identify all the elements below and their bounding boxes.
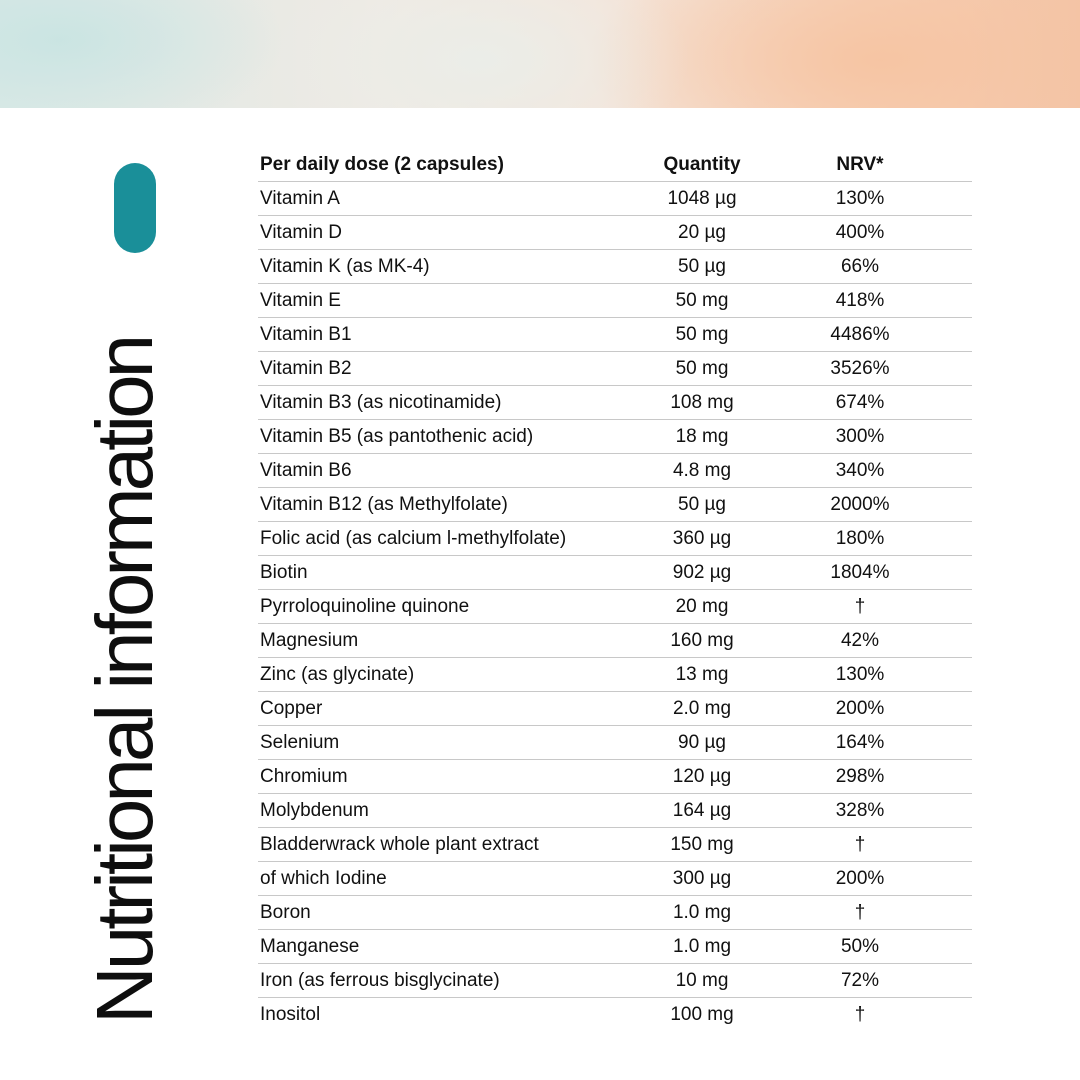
- nutrient-name: Vitamin K (as MK-4): [260, 255, 430, 277]
- nutrient-quantity: 10 mg: [675, 969, 729, 991]
- table-row: [258, 862, 972, 896]
- nutrient-name: Vitamin B5 (as pantothenic acid): [260, 425, 534, 447]
- nutrient-name: Copper: [260, 697, 323, 719]
- column-header-dose: Per daily dose (2 capsules): [260, 153, 504, 175]
- table-row: [258, 964, 972, 998]
- nutrient-quantity: 1.0 mg: [672, 935, 732, 957]
- nutrient-name: Chromium: [260, 765, 348, 787]
- nutrient-name: Vitamin B2: [260, 357, 352, 379]
- nutrient-quantity: 50 µg: [678, 493, 726, 515]
- nutrient-nrv: 200%: [835, 697, 885, 719]
- nutrient-name: Inositol: [260, 1004, 321, 1025]
- table-row: [258, 998, 972, 1032]
- nutrient-name: Vitamin B12 (as Methylfolate): [260, 493, 508, 515]
- nutrient-name: Iron (as ferrous bisglycinate): [260, 969, 500, 991]
- nutrient-name: Vitamin B1: [260, 323, 352, 345]
- nutrient-nrv: 130%: [835, 187, 885, 209]
- nutrient-nrv: 400%: [835, 221, 885, 243]
- table-row: [258, 420, 972, 454]
- table-row: [258, 216, 972, 250]
- nutrient-quantity: 100 mg: [670, 1004, 734, 1025]
- table-row: [258, 692, 972, 726]
- nutrient-nrv: 4486%: [830, 323, 890, 345]
- nutrient-name: Manganese: [260, 935, 360, 957]
- nutrient-nrv: †: [854, 1004, 866, 1025]
- nutrient-quantity: 108 mg: [670, 391, 734, 413]
- nutrient-quantity: 300 µg: [672, 867, 732, 889]
- table-row: [258, 488, 972, 522]
- nutrient-nrv: 42%: [840, 629, 880, 651]
- nutrient-nrv: †: [854, 595, 866, 617]
- nutrient-name: Vitamin B3 (as nicotinamide): [260, 391, 502, 413]
- nutrient-quantity: 50 mg: [675, 323, 729, 345]
- nutrient-name: Biotin: [260, 561, 308, 583]
- nutrient-quantity: 120 µg: [672, 765, 732, 787]
- nutrient-quantity: 150 mg: [670, 833, 734, 855]
- table-row: [258, 658, 972, 692]
- nutrient-name: Vitamin E: [260, 289, 341, 311]
- nutrient-name: Magnesium: [260, 629, 359, 651]
- table-row: [258, 454, 972, 488]
- nutrient-nrv: 50%: [840, 935, 880, 957]
- nutrient-quantity: 18 mg: [675, 425, 729, 447]
- table-row: [258, 352, 972, 386]
- nutrient-quantity: 902 µg: [672, 561, 732, 583]
- nutrient-nrv: 200%: [835, 867, 885, 889]
- table-body: [258, 182, 972, 1032]
- table-row: [258, 386, 972, 420]
- column-header-nrv: NRV*: [836, 153, 884, 175]
- nutrient-name: Vitamin A: [260, 187, 340, 209]
- table-row: [258, 522, 972, 556]
- nutrient-quantity: 360 µg: [672, 527, 732, 549]
- capsule-icon: [114, 163, 156, 253]
- nutrient-name: Vitamin B6: [260, 459, 352, 481]
- nutrient-quantity: 90 µg: [678, 731, 726, 753]
- nutrient-quantity: 1048 µg: [667, 187, 737, 209]
- table-header-row: [258, 148, 972, 182]
- nutrient-name: Bladderwrack whole plant extract: [260, 833, 539, 855]
- nutrient-nrv: 1804%: [830, 561, 890, 583]
- nutrient-quantity: 20 mg: [675, 595, 729, 617]
- nutrient-quantity: 2.0 mg: [672, 697, 732, 719]
- nutrient-name: Pyrroloquinoline quinone: [260, 595, 470, 617]
- nutrient-nrv: 180%: [835, 527, 885, 549]
- nutrient-nrv: 66%: [840, 255, 880, 277]
- table-row: [258, 624, 972, 658]
- table-row: [258, 760, 972, 794]
- nutrient-nrv: 300%: [835, 425, 885, 447]
- nutrition-table: [258, 148, 972, 1032]
- table-row: [258, 930, 972, 964]
- nutrient-quantity: 50 µg: [678, 255, 726, 277]
- nutrient-nrv: 328%: [835, 799, 885, 821]
- nutrient-nrv: 3526%: [830, 357, 890, 379]
- table-row: [258, 896, 972, 930]
- nutrient-name: Folic acid (as calcium l-methylfolate): [260, 527, 567, 549]
- nutrient-nrv: 164%: [835, 731, 885, 753]
- header-banner: [0, 0, 1080, 108]
- nutrient-name: Vitamin D: [260, 221, 343, 243]
- table-row: [258, 828, 972, 862]
- table-row: [258, 318, 972, 352]
- nutrient-name: Zinc (as glycinate): [260, 663, 415, 685]
- nutrient-quantity: 20 µg: [678, 221, 726, 243]
- table-row: [258, 250, 972, 284]
- nutrient-quantity: 50 mg: [675, 289, 729, 311]
- nutrient-name: Boron: [260, 901, 311, 923]
- nutrient-name: Molybdenum: [260, 799, 369, 821]
- nutrient-name: Selenium: [260, 731, 340, 753]
- column-header-quantity: Quantity: [663, 153, 741, 175]
- nutrient-quantity: 1.0 mg: [672, 901, 732, 923]
- nutrient-nrv: †: [854, 901, 866, 923]
- table-row: [258, 284, 972, 318]
- table-row: [258, 794, 972, 828]
- nutrient-nrv: 340%: [835, 459, 885, 481]
- table-row: [258, 556, 972, 590]
- page-title: Nutritional information: [80, 337, 169, 1024]
- nutrient-quantity: 160 mg: [670, 629, 734, 651]
- nutrient-nrv: 130%: [835, 663, 885, 685]
- table-row: [258, 590, 972, 624]
- nutrient-quantity: 164 µg: [672, 799, 732, 821]
- nutrient-quantity: 13 mg: [675, 663, 729, 685]
- nutrient-nrv: †: [854, 833, 866, 855]
- nutrient-nrv: 72%: [840, 969, 880, 991]
- nutrient-nrv: 674%: [835, 391, 885, 413]
- nutrient-nrv: 2000%: [830, 493, 890, 515]
- nutrient-nrv: 298%: [835, 765, 885, 787]
- nutrient-quantity: 4.8 mg: [672, 459, 732, 481]
- nutrient-nrv: 418%: [835, 289, 885, 311]
- table-row: [258, 182, 972, 216]
- table-row: [258, 726, 972, 760]
- nutrient-name: of which Iodine: [260, 867, 387, 889]
- nutrient-quantity: 50 mg: [675, 357, 729, 379]
